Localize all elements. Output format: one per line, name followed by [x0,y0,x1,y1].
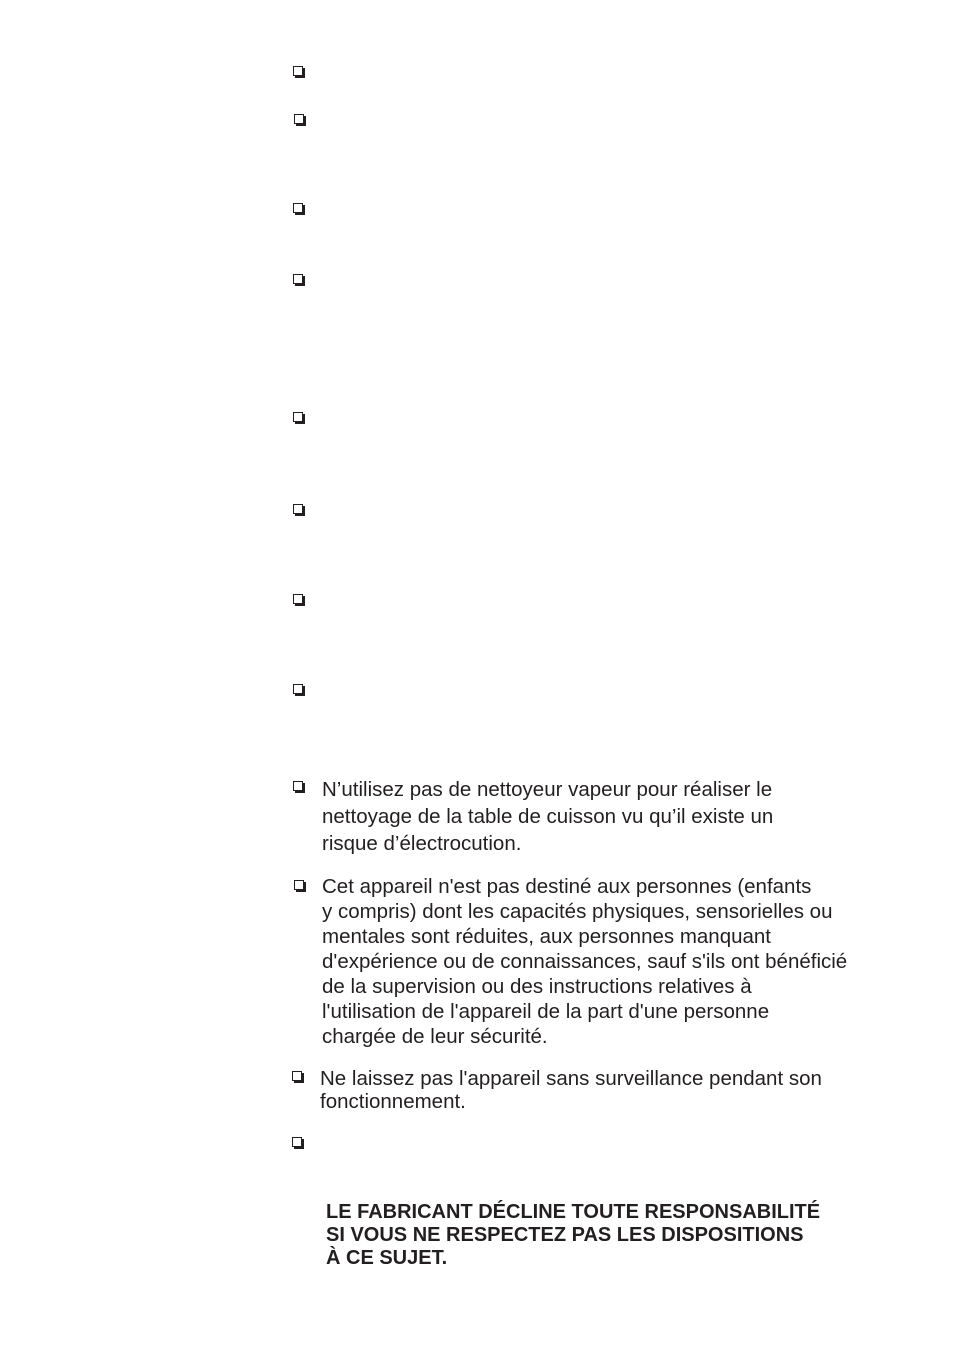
checkbox-bullet-icon [292,1137,302,1147]
text-line: risque d’électrocution. [322,832,522,855]
text-line: fonctionnement. [320,1090,466,1113]
disclaimer-line: SI VOUS NE RESPECTEZ PAS LES DISPOSITIONS [326,1224,804,1246]
checkbox-bullet-icon [294,880,304,890]
text-line: mentales sont réduites, aux personnes manquant [322,925,771,948]
checkbox-bullet-icon [293,412,303,422]
text-line: Cet appareil n'est pas destiné aux personnes (enfants [322,875,812,898]
checkbox-bullet-icon [293,203,303,213]
text-line: de la supervision ou des instructions relatives à [322,975,752,998]
checkbox-bullet-icon [293,781,303,791]
list-item-text [322,776,773,857]
checkbox-bullet-icon [293,274,303,284]
text-line: d'expérience ou de connaissances, sauf s'ils ont bénéficié [322,950,848,973]
checkbox-bullet-icon [294,114,304,124]
manufacturer-disclaimer [326,1201,820,1270]
text-line: Ne laissez pas l'appareil sans surveillance pendant son [320,1067,822,1090]
list-item-text [320,1067,822,1113]
disclaimer-line: À CE SUJET. [326,1247,448,1269]
checkbox-bullet-icon [293,594,303,604]
disclaimer-line: LE FABRICANT DÉCLINE TOUTE RESPONSABILITÉ [326,1201,821,1223]
checkbox-bullet-icon [293,504,303,514]
text-line: nettoyage de la table de cuisson vu qu’il existe un [322,805,774,828]
text-line: y compris) dont les capacités physiques, sensorielles ou [322,900,833,923]
text-line: chargée de leur sécurité. [322,1025,548,1048]
checkbox-bullet-icon [293,66,303,76]
checkbox-bullet-icon [292,1071,302,1081]
text-line: N’utilisez pas de nettoyeur vapeur pour réaliser le [322,778,773,801]
text-line: l'utilisation de l'appareil de la part d'une personne [322,1000,770,1023]
checkbox-bullet-icon [293,684,303,694]
list-item-text [322,874,847,1049]
